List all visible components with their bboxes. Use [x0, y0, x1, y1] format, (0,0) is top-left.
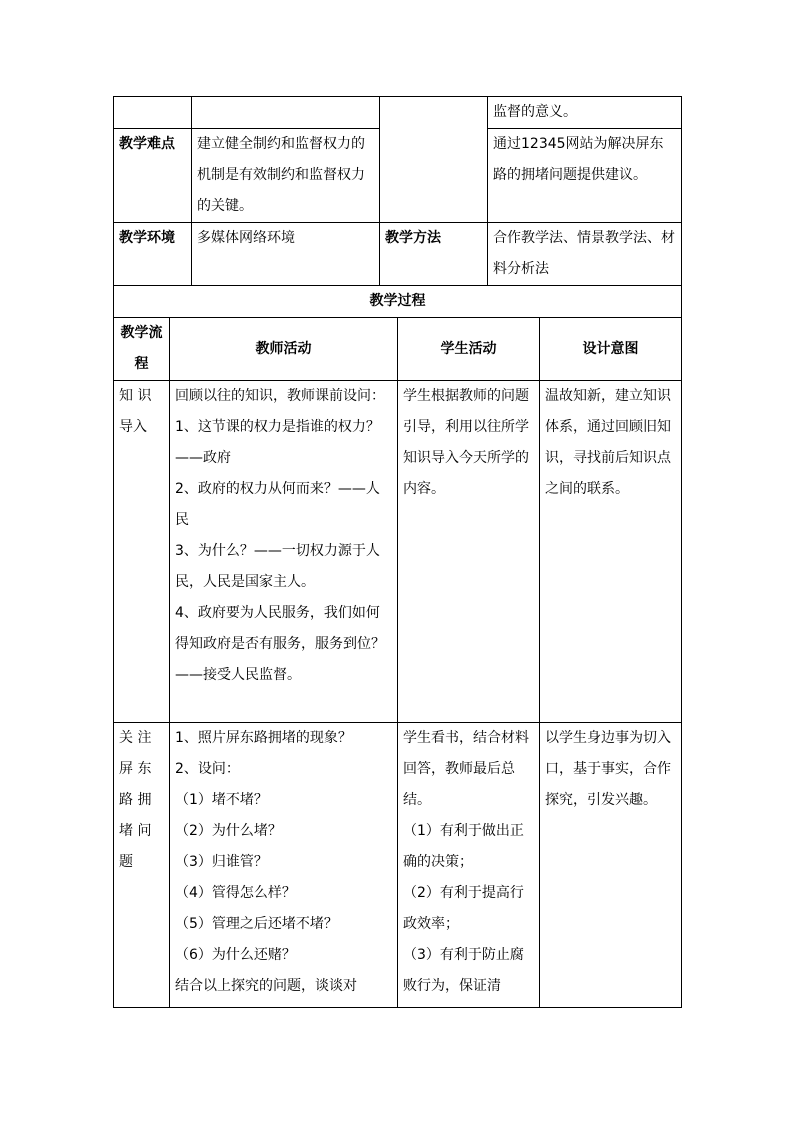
text-line: 学生看书，结合材料回答，教师最后总结。	[403, 730, 529, 808]
text-line: 3、为什么？——一切权力源于人民，人民是国家主人。	[175, 543, 380, 590]
difficulty-label: 教学难点	[114, 129, 192, 223]
text-line: （1）有利于做出正确的决策；	[403, 823, 524, 870]
method-label: 教学方法	[380, 223, 488, 286]
method-content: 合作教学法、情景教学法、材料分析法	[488, 223, 682, 286]
text-line: （5）管理之后还堵不堵？	[175, 916, 338, 932]
empty-cell	[114, 97, 192, 129]
teaching-process-table	[113, 285, 682, 1008]
table-header-row	[114, 318, 682, 381]
process-title: 教学过程	[114, 286, 682, 318]
design-intent-cell: 温故知新，建立知识体系，通过回顾旧知识，寻找前后知识点之间的联系。	[540, 381, 682, 723]
text-line: 1、这节课的权力是指谁的权力？——政府	[175, 419, 380, 466]
design-intent-cell: 以学生身边事为切入口，基于事实，合作探究，引发兴趣。	[540, 723, 682, 1008]
student-activity-cell: 学生根据教师的问题引导，利用以往所学知识导入今天所学的内容。	[398, 381, 540, 723]
text-line: （4）管得怎么样？	[175, 885, 296, 901]
flow-cell: 知 识导入	[114, 381, 170, 723]
text-line: （3）归谁管？	[175, 854, 268, 870]
text-line: （2）为什么堵？	[175, 823, 282, 839]
table-row	[114, 223, 682, 286]
table-row	[114, 286, 682, 318]
text-line: （1）堵不堵？	[175, 792, 268, 808]
table-row	[114, 97, 682, 129]
header-student-activity: 学生活动	[398, 318, 540, 381]
text-line: 1、照片屏东路拥堵的现象？	[175, 730, 352, 746]
difficulty-right-content: 通过12345网站为解决屏东路的拥堵问题提供建议。	[488, 129, 682, 223]
text-line: 4、政府要为人民服务，我们如何得知政府是否有服务，服务到位？——接受人民监督。	[175, 605, 385, 683]
text-line: 2、设问：	[175, 761, 240, 777]
text-line: （6）为什么还赌？	[175, 947, 296, 963]
difficulty-content: 建立健全制约和监督权力的机制是有效制约和监督权力的关键。	[192, 129, 380, 223]
text-line: （2）有利于提高行政效率；	[403, 885, 524, 932]
header-flow: 教学流程	[114, 318, 170, 381]
teacher-activity-cell	[170, 381, 398, 723]
table-row	[114, 381, 682, 723]
environment-label: 教学环境	[114, 223, 192, 286]
empty-cell	[380, 97, 488, 223]
header-teacher-activity: 教师活动	[170, 318, 398, 381]
table-row	[114, 723, 682, 1008]
environment-content: 多媒体网络环境	[192, 223, 380, 286]
header-design-intent: 设计意图	[540, 318, 682, 381]
text-line: 回顾以往的知识，教师课前设问：	[175, 388, 385, 404]
objective-continuation: 监督的意义。	[488, 97, 682, 129]
teacher-activity-cell	[170, 723, 398, 1008]
text-line: 结合以上探究的问题，谈谈对	[175, 978, 357, 994]
flow-cell: 关 注屏 东路 拥堵 问题	[114, 723, 170, 1008]
lesson-info-table	[113, 96, 682, 286]
student-activity-cell	[398, 723, 540, 1008]
text-line: （3）有利于防止腐败行为，保证清	[403, 947, 524, 994]
text-line: 2、政府的权力从何而来？——人民	[175, 481, 380, 528]
empty-cell	[192, 97, 380, 129]
